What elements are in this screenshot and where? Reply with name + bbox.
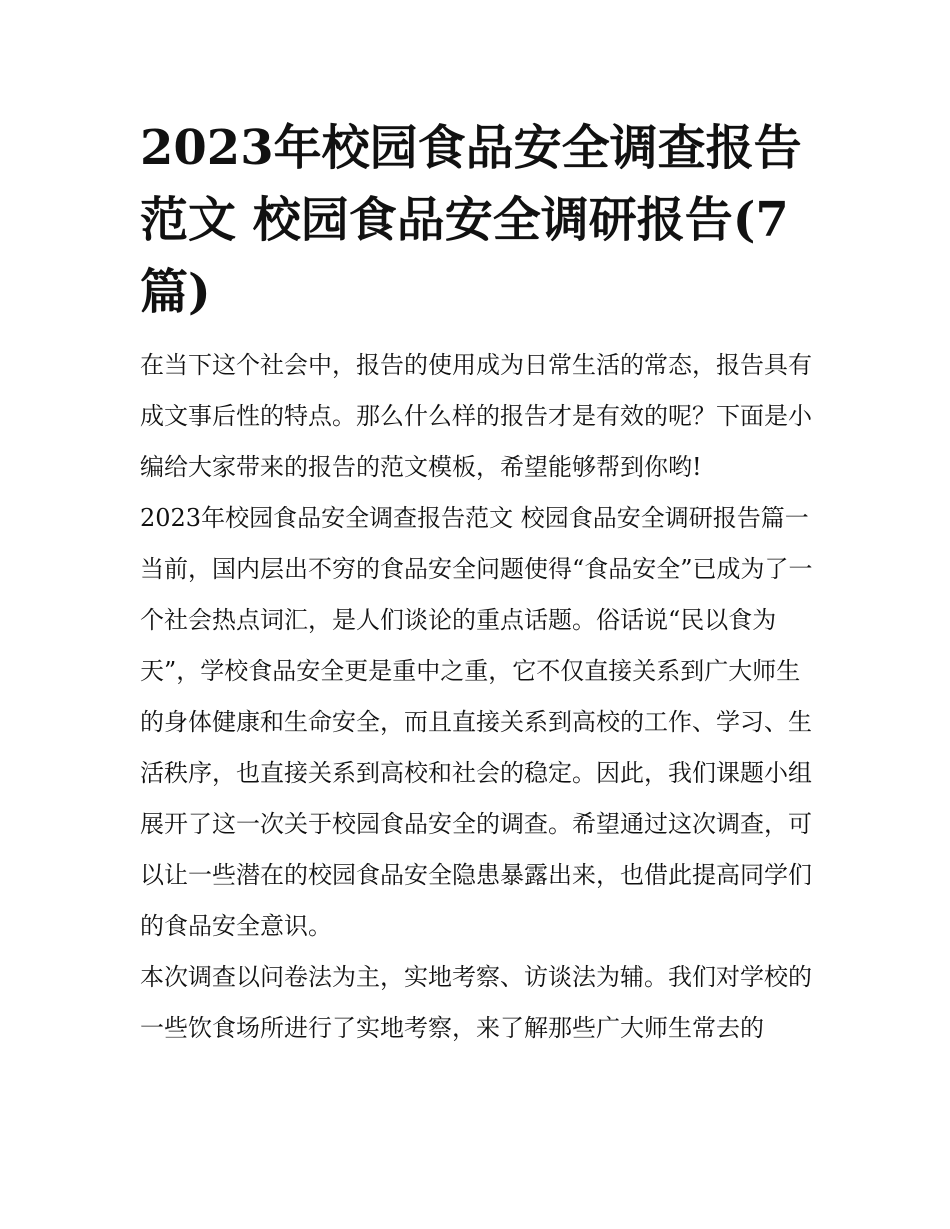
intro-paragraph: 在当下这个社会中，报告的使用成为日常生活的常态，报告具有成文事后性的特点。那么什么样的报告才是有效的呢？下面是小编给大家带来的报告的范文模板，希望能够帮到你哟! [140, 351, 812, 481]
body-paragraph: 当前，国内层出不穷的食品安全问题使得“食品安全”已成为了一个社会热点词汇，是人们谈论的重点话题。俗话说“民以食为天”，学校食品安全更是重中之重，它不仅直接关系到广大师生的身体健康和生命安全，而且直接关系到高校的工作、学习、生活秩序，也直接关系到高校和社会的稳定。因此，我们课题小组展开了这一次关于校园食品安全的调查。希望通过这次调查，可以让一些潜在的校园食品安全隐患暴露出来，也借此提高同学们的食品安全意识。 [140, 555, 813, 940]
document-title: 2023年校园食品安全调查报告范文 校园食品安全调研报告(7篇) [140, 120, 802, 320]
body-paragraph: 本次调查以问卷法为主，实地考察、访谈法为辅。我们对学校的一些饮食场所进行了实地考察，来了解那些广大师生常去的 [140, 963, 812, 1042]
document-body [140, 340, 816, 1054]
document-content [140, 112, 816, 1054]
section-heading: 2023年校园食品安全调查报告范文 校园食品安全调研报告篇一 [140, 504, 809, 532]
